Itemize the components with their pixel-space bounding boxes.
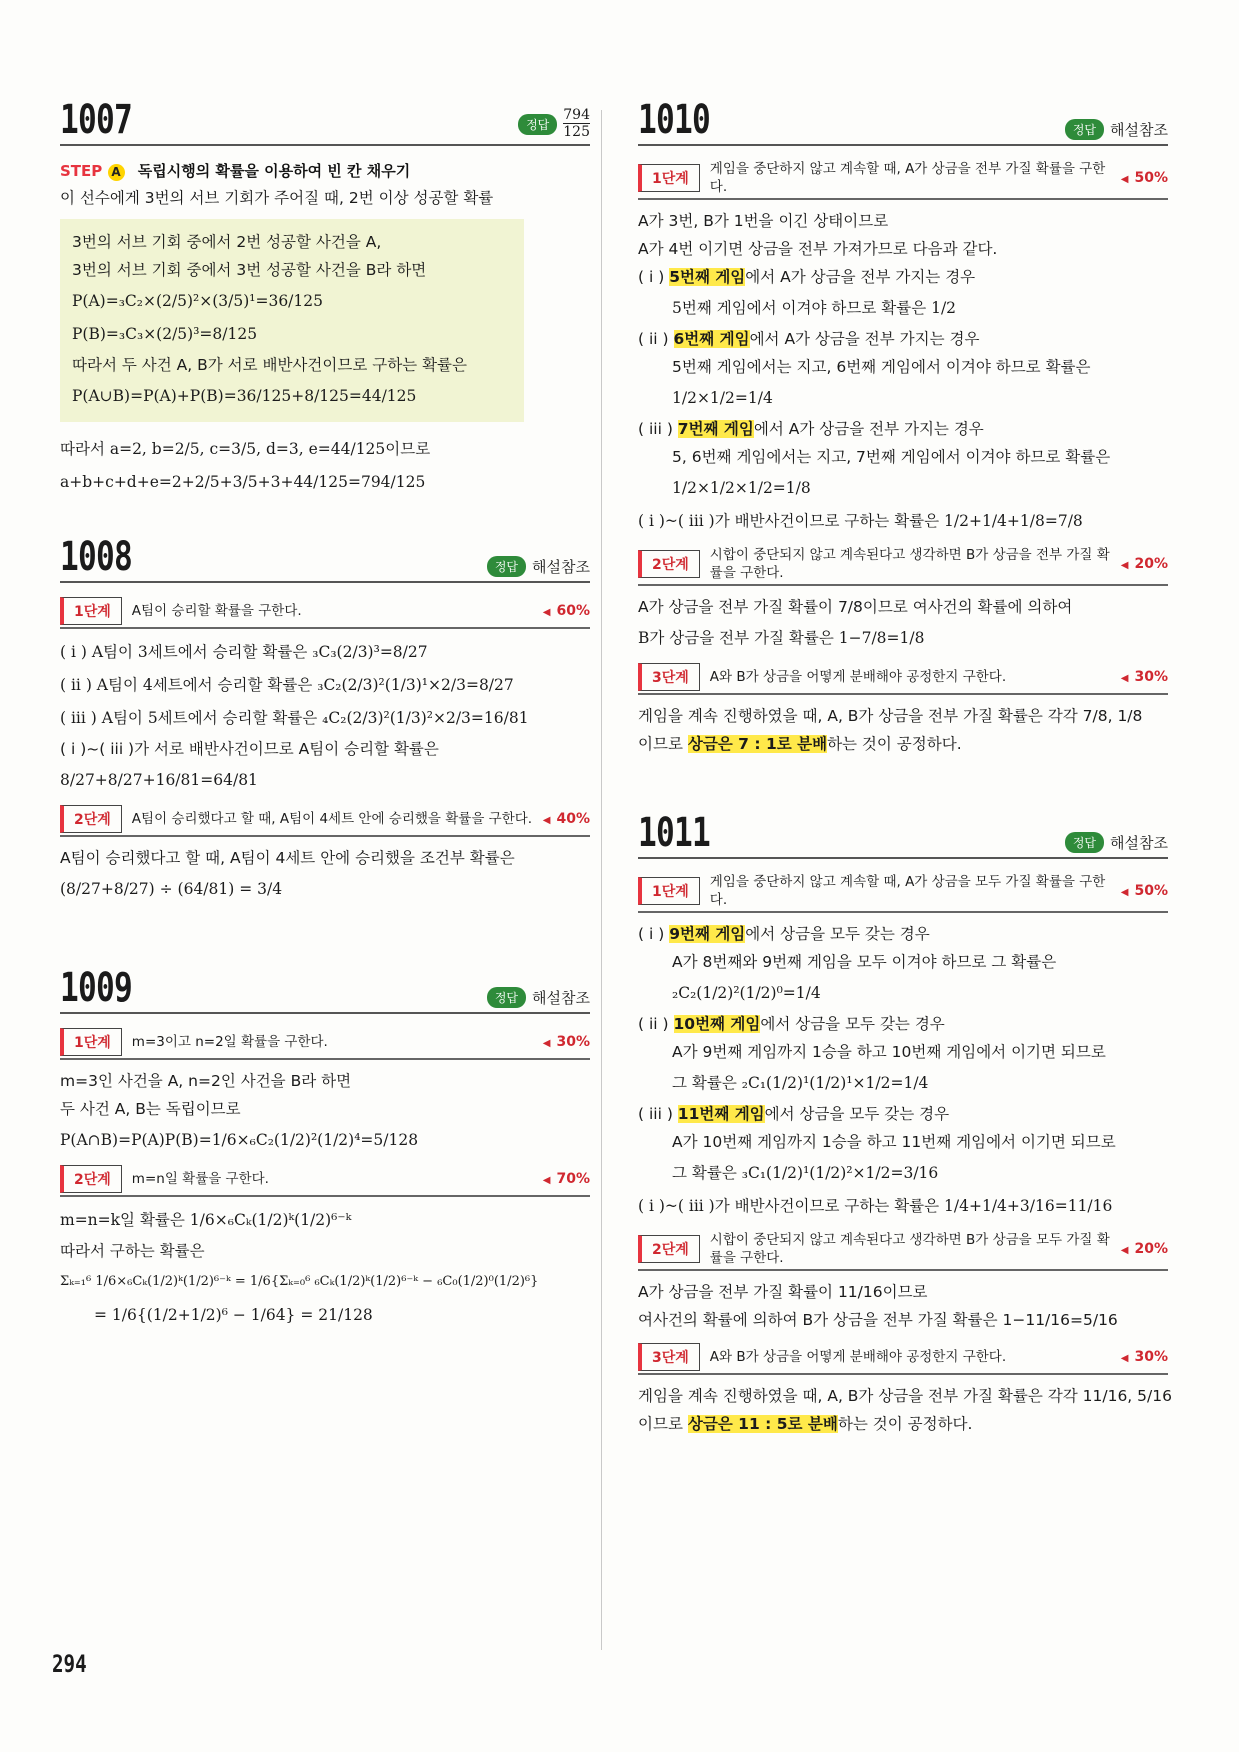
text: 이므로: [638, 1415, 688, 1433]
case-text: 에서 상금을 모두 갖는 경우: [764, 1105, 950, 1123]
line: m=3인 사건을 A, n=2인 사건을 B라 하면: [60, 1072, 352, 1090]
case-prefix: ( iii ): [638, 1105, 678, 1123]
case-sub: 5, 6번째 게임에서는 지고, 7번째 게임에서 이겨야 하므로 확률은: [672, 448, 1111, 466]
stage-pct: [1121, 170, 1168, 186]
answer: [1065, 832, 1168, 853]
box-math: P(A∪B)=P(A)+P(B)=36/125+8/125=44/125: [72, 387, 417, 405]
problem-header: [638, 810, 1168, 859]
stage-tag: 1단계: [638, 164, 700, 192]
problem-number: 1007: [60, 97, 133, 143]
pct-value: 20%: [1134, 1241, 1168, 1257]
stage-tag: 2단계: [60, 1165, 122, 1193]
pct-value: 70%: [556, 1171, 590, 1187]
left-column: [60, 97, 590, 1333]
sum-line: ( i )~( iii )가 배반사건이므로 구하는 확률은 1/4+1/4+3/16=11/16: [638, 1197, 1113, 1215]
step-heading: [60, 160, 590, 181]
line: ( iii ) A팀이 5세트에서 승리할 확률은 ₄C₂(2/3)²(1/3)²×2/3=16/81: [60, 709, 529, 727]
answer-badge: 정답: [518, 114, 557, 135]
stage-tag: 2단계: [60, 805, 122, 833]
box-math: P(A)=₃C₂×(2/5)²×(3/5)¹=36/125: [72, 292, 323, 310]
triangle-icon: ◀: [1120, 560, 1129, 571]
step-label: STEP: [60, 162, 103, 180]
box-line: 3번의 서브 기회 중에서 2번 성공할 사건을 A,: [72, 233, 382, 251]
line: A가 상금을 전부 가질 확률이 7/8이므로 여사건의 확률에 의하여: [638, 598, 1073, 616]
intro-line: 이 선수에게 3번의 서브 기회가 주어질 때, 2번 이상 성공할 확률: [60, 189, 494, 207]
line: 게임을 계속 진행하였을 때, A, B가 상금을 전부 가질 확률은 각각 7/8, 1/8: [638, 707, 1143, 725]
stage-desc: A와 B가 상금을 어떻게 분배해야 공정한지 구한다.: [709, 669, 1007, 685]
pct-value: 50%: [1134, 170, 1168, 186]
problem-header: [60, 97, 590, 146]
answer: [518, 108, 590, 140]
stage-pct: [543, 1171, 590, 1187]
stage-3: [638, 663, 1168, 695]
line: A가 상금을 전부 가질 확률이 11/16이므로: [638, 1283, 928, 1301]
line: ( i )~( iii )가 서로 배반사건이므로 A팀이 승리할 확률은: [60, 740, 439, 758]
case-prefix: ( ii ): [638, 330, 674, 348]
case-sub: 1/2×1/2=1/4: [672, 389, 773, 407]
stage-2: [638, 1231, 1168, 1271]
conclusion: [638, 731, 1168, 757]
text: 이므로: [638, 735, 688, 753]
problem-number: 1009: [60, 965, 133, 1011]
stage-tag: 3단계: [638, 1343, 700, 1371]
triangle-icon: ◀: [1120, 673, 1129, 684]
line: Σₖ₌₁⁶ 1/6×₆Cₖ(1/2)ᵏ(1/2)⁶⁻ᵏ = 1/6{Σₖ₌₀⁶ ₆Cₖ(1/2)ᵏ(1/2)⁶⁻ᵏ − ₆C₀(1/2)⁰(1/2)⁶}: [60, 1274, 539, 1289]
box-line: 따라서 두 사건 A, B가 서로 배반사건이므로 구하는 확률은: [72, 356, 467, 374]
stage-desc: A와 B가 상금을 어떻게 분배해야 공정한지 구한다.: [709, 1349, 1007, 1365]
answer-text: 해설참조: [532, 989, 590, 1007]
answer-denominator: 125: [563, 124, 590, 140]
line: 게임을 계속 진행하였을 때, A, B가 상금을 전부 가질 확률은 각각 11/16, 5/16: [638, 1387, 1172, 1405]
case-sub: 1/2×1/2×1/2=1/8: [672, 479, 811, 497]
case-sub: A가 9번째 게임까지 1승을 하고 10번째 게임에서 이기면 되므로: [672, 1043, 1106, 1061]
stage-desc: 시합이 중단되지 않고 계속된다고 생각하면 B가 상금을 모두 가질 확률을 구한다.: [709, 1232, 1110, 1266]
line: ( ii ) A팀이 4세트에서 승리할 확률은 ₃C₂(2/3)²(1/3)¹×2/3=8/27: [60, 676, 514, 694]
stage-pct: [543, 1034, 590, 1050]
pct-value: 60%: [556, 603, 590, 619]
line: 두 사건 A, B는 독립이므로: [60, 1100, 241, 1118]
line: (8/27+8/27) ÷ (64/81) = 3/4: [60, 880, 283, 898]
stage-1: [60, 1028, 590, 1060]
step-title: 독립시행의 확률을 이용하여 빈 칸 채우기: [137, 162, 411, 180]
stage-desc: 게임을 중단하지 않고 계속할 때, A가 상금을 모두 가질 확률을 구한다.: [709, 874, 1106, 908]
sum-line: ( i )~( iii )가 배반사건이므로 구하는 확률은 1/2+1/4+1/8=7/8: [638, 512, 1083, 530]
stage-1: [638, 873, 1168, 913]
answer-badge: 정답: [487, 556, 526, 577]
pct-value: 50%: [1134, 883, 1168, 899]
box-line: 3번의 서브 기회 중에서 3번 성공할 사건을 B라 하면: [72, 261, 427, 279]
case-text: 에서 상금을 모두 갖는 경우: [760, 1015, 945, 1033]
case-prefix: ( i ): [638, 268, 670, 286]
answer-numerator: 794: [563, 107, 590, 123]
stage-3: [638, 1343, 1168, 1375]
case-3: [638, 416, 1168, 442]
line: P(A∩B)=P(A)P(B)=1/6×₆C₂(1/2)²(1/2)⁴=5/128: [60, 1131, 419, 1149]
triangle-icon: ◀: [542, 815, 551, 826]
answer-badge: 정답: [1065, 832, 1104, 853]
answer-text: 해설참조: [1110, 834, 1168, 852]
problem-number: 1008: [60, 534, 133, 580]
pct-value: 40%: [556, 811, 590, 827]
conclusion-line: 따라서 a=2, b=2/5, c=3/5, d=3, e=44/125이므로: [60, 440, 431, 458]
stage-desc: A팀이 승리했다고 할 때, A팀이 4세트 안에 승리했을 확률을 구한다.: [131, 811, 533, 827]
stage-desc: 시합이 중단되지 않고 계속된다고 생각하면 B가 상금을 전부 가질 확률을 구한다.: [709, 547, 1110, 581]
case-text: 에서 상금을 모두 갖는 경우: [745, 925, 930, 943]
case-2: [638, 1011, 1168, 1037]
pct-value: 30%: [1134, 669, 1168, 685]
problem-header: [60, 965, 590, 1014]
triangle-icon: ◀: [542, 607, 551, 618]
text: 하는 것이 공정하다.: [827, 735, 962, 753]
stage-1: [638, 160, 1168, 200]
right-column: [638, 97, 1172, 1439]
triangle-icon: ◀: [1120, 1353, 1129, 1364]
line: 따라서 구하는 확률은: [60, 1242, 205, 1260]
problem-1008: [60, 534, 590, 904]
triangle-icon: ◀: [1120, 174, 1129, 185]
case-sub: 5번째 게임에서 이겨야 하므로 확률은 1/2: [672, 299, 957, 317]
stage-desc: A팀이 승리할 확률을 구한다.: [131, 603, 302, 619]
stage-tag: 3단계: [638, 663, 700, 691]
highlight: 11번째 게임: [677, 1105, 765, 1123]
box-math: P(B)=₃C₃×(2/5)³=8/125: [72, 325, 258, 343]
stage-tag: 1단계: [60, 597, 122, 625]
highlight: 7번째 게임: [677, 420, 754, 438]
problem-header: [60, 534, 590, 583]
case-text: 에서 A가 상금을 전부 가지는 경우: [745, 268, 976, 286]
case-text: 에서 A가 상금을 전부 가지는 경우: [749, 330, 980, 348]
pct-value: 30%: [1134, 1349, 1168, 1365]
case-prefix: ( iii ): [638, 420, 678, 438]
conclusion-line: a+b+c+d+e=2+2/5+3/5+3+44/125=794/125: [60, 473, 426, 491]
highlight: 상금은 11 : 5로 분배: [687, 1415, 838, 1433]
problem-header: [638, 97, 1168, 146]
pct-value: 20%: [1134, 556, 1168, 572]
line: ( i ) A팀이 3세트에서 승리할 확률은 ₃C₃(2/3)³=8/27: [60, 643, 428, 661]
stage-desc: 게임을 중단하지 않고 계속할 때, A가 상금을 전부 가질 확률을 구한다.: [709, 161, 1106, 195]
stage-tag: 2단계: [638, 1235, 700, 1263]
line: 여사건의 확률에 의하여 B가 상금을 전부 가질 확률은 1−11/16=5/16: [638, 1311, 1118, 1329]
answer-badge: 정답: [487, 987, 526, 1008]
problem-number: 1010: [638, 97, 711, 143]
stage-desc: m=n일 확률을 구한다.: [131, 1171, 269, 1187]
column-divider: [601, 110, 602, 1650]
triangle-icon: ◀: [542, 1038, 551, 1049]
highlight: 6번째 게임: [673, 330, 750, 348]
stage-tag: 2단계: [638, 550, 700, 578]
stage-pct: [1121, 556, 1168, 572]
case-2: [638, 326, 1168, 352]
triangle-icon: ◀: [1120, 887, 1129, 898]
line: 8/27+8/27+16/81=64/81: [60, 771, 258, 789]
answer: [487, 987, 590, 1008]
stage-pct: [1121, 1349, 1168, 1365]
case-sub: 그 확률은 ₃C₁(1/2)¹(1/2)²×1/2=3/16: [672, 1164, 939, 1182]
line: A팀이 승리했다고 할 때, A팀이 4세트 안에 승리했을 조건부 확률은: [60, 849, 515, 867]
answer-text: 해설참조: [532, 558, 590, 576]
line: A가 4번 이기면 상금을 전부 가져가므로 다음과 같다.: [638, 240, 998, 258]
case-prefix: ( i ): [638, 925, 670, 943]
case-1: [638, 921, 1168, 947]
problem-1009: [60, 965, 590, 1330]
answer-text: 해설참조: [1110, 121, 1168, 139]
triangle-icon: ◀: [1120, 1245, 1129, 1256]
page-number: 294: [52, 1650, 87, 1678]
problem-number: 1011: [638, 810, 711, 856]
conclusion: [638, 1411, 1168, 1437]
answer: [1065, 119, 1168, 140]
problem-1010: [638, 97, 1168, 757]
line: = 1/6{(1/2+1/2)⁶ − 1/64} = 21/128: [94, 1306, 373, 1324]
case-sub: A가 8번째와 9번째 게임을 모두 이겨야 하므로 그 확률은: [672, 953, 1057, 971]
highlight: 9번째 게임: [669, 925, 746, 943]
answer-badge: 정답: [1065, 119, 1104, 140]
case-sub: A가 10번째 게임까지 1승을 하고 11번째 게임에서 이기면 되므로: [672, 1133, 1116, 1151]
line: B가 상금을 전부 가질 확률은 1−7/8=1/8: [638, 629, 925, 647]
case-sub: 그 확률은 ₂C₁(1/2)¹(1/2)¹×1/2=1/4: [672, 1074, 929, 1092]
answer: [487, 556, 590, 577]
line: m=n=k일 확률은 1/6×₆Cₖ(1/2)ᵏ(1/2)⁶⁻ᵏ: [60, 1211, 352, 1229]
case-sub: 5번째 게임에서는 지고, 6번째 게임에서 이겨야 하므로 확률은: [672, 358, 1091, 376]
stage-desc: m=3이고 n=2일 확률을 구한다.: [131, 1034, 328, 1050]
stage-1: [60, 597, 590, 629]
stage-tag: 1단계: [638, 877, 700, 905]
triangle-icon: ◀: [542, 1175, 551, 1186]
case-prefix: ( ii ): [638, 1015, 674, 1033]
text: 하는 것이 공정하다.: [837, 1415, 973, 1433]
highlight: 10번째 게임: [673, 1015, 761, 1033]
stage-2: [60, 1165, 590, 1197]
stage-2: [60, 805, 590, 837]
problem-1007: [60, 97, 590, 497]
case-1: [638, 264, 1168, 290]
step-letter-badge: A: [108, 164, 125, 181]
stage-2: [638, 546, 1168, 586]
line: A가 3번, B가 1번을 이긴 상태이므로: [638, 212, 889, 230]
pct-value: 30%: [556, 1034, 590, 1050]
highlight: 상금은 7 : 1로 분배: [687, 735, 828, 753]
solution-box: [60, 219, 524, 422]
answer-fraction: [563, 108, 590, 140]
stage-pct: [543, 603, 590, 619]
stage-pct: [1121, 883, 1168, 899]
highlight: 5번째 게임: [669, 268, 746, 286]
stage-pct: [543, 811, 590, 827]
case-3: [638, 1101, 1168, 1127]
case-sub: ₂C₂(1/2)²(1/2)⁰=1/4: [672, 984, 821, 1002]
stage-pct: [1121, 669, 1168, 685]
stage-pct: [1121, 1241, 1168, 1257]
problem-1011: [638, 810, 1172, 1437]
case-text: 에서 A가 상금을 전부 가지는 경우: [753, 420, 984, 438]
stage-tag: 1단계: [60, 1028, 122, 1056]
